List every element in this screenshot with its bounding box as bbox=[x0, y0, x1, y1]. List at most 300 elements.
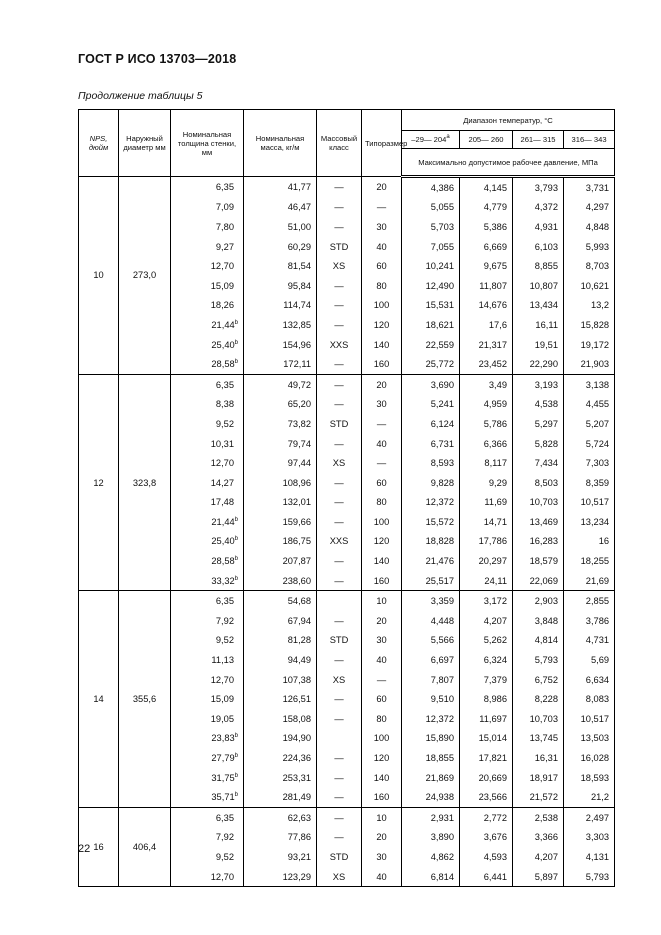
pressure-cell: 5,703 bbox=[402, 217, 460, 237]
pressure-cell: 4,372 bbox=[513, 198, 564, 218]
pressure-cell: 6,324 bbox=[460, 650, 513, 670]
footnote-mark: b bbox=[234, 556, 238, 563]
pressure-cell: 2,903 bbox=[513, 591, 564, 611]
footnote-mark: b bbox=[234, 733, 238, 740]
mass-cell: 238,60 bbox=[244, 571, 317, 591]
pressure-cell: 22,559 bbox=[402, 335, 460, 355]
pressure-cell: 21,2 bbox=[564, 787, 615, 807]
header-mass-class: Массовый класс bbox=[317, 110, 362, 177]
pressure-cell: 24,938 bbox=[402, 787, 460, 807]
wall-thickness-cell bbox=[171, 493, 244, 513]
diameter-cell: 406,4 bbox=[119, 808, 171, 887]
pressure-cell: 8,503 bbox=[513, 473, 564, 493]
size-cell: — bbox=[362, 670, 402, 690]
mass-cell: 224,36 bbox=[244, 748, 317, 768]
pressure-cell: 17,6 bbox=[460, 315, 513, 335]
pressure-cell: 4,131 bbox=[564, 847, 615, 867]
mass-class-cell: — bbox=[317, 395, 362, 415]
mass-cell: 73,82 bbox=[244, 414, 317, 434]
mass-cell: 46,47 bbox=[244, 198, 317, 218]
pressure-cell: 16,283 bbox=[513, 532, 564, 552]
wall-value: 7,92 bbox=[215, 832, 234, 843]
pressure-cell: 6,697 bbox=[402, 650, 460, 670]
wall-thickness-cell bbox=[171, 650, 244, 670]
pressure-cell: 3,676 bbox=[460, 828, 513, 848]
pressure-cell: 2,538 bbox=[513, 808, 564, 828]
mass-cell: 158,08 bbox=[244, 709, 317, 729]
pressure-cell: 5,297 bbox=[513, 414, 564, 434]
wall-value: 33,32 bbox=[211, 575, 235, 586]
mass-cell: 77,86 bbox=[244, 828, 317, 848]
document-title: ГОСТ Р ИСО 13703—2018 bbox=[78, 52, 237, 66]
pressure-cell: 14,71 bbox=[460, 512, 513, 532]
diameter-cell: 355,6 bbox=[119, 591, 171, 808]
pressure-cell: 21,869 bbox=[402, 768, 460, 788]
pressure-cell: 12,372 bbox=[402, 709, 460, 729]
pressure-cell: 21,476 bbox=[402, 551, 460, 571]
footnote-mark: b bbox=[234, 339, 238, 346]
pressure-cell: 7,055 bbox=[402, 237, 460, 257]
mass-class-cell: — bbox=[317, 198, 362, 218]
wall-thickness-cell bbox=[171, 512, 244, 532]
pressure-cell: 15,828 bbox=[564, 315, 615, 335]
pressure-cell: 4,538 bbox=[513, 395, 564, 415]
pressure-cell: 8,703 bbox=[564, 256, 615, 276]
mass-cell: 114,74 bbox=[244, 296, 317, 316]
mass-class-cell: XXS bbox=[317, 532, 362, 552]
mass-class-cell: — bbox=[317, 374, 362, 394]
wall-thickness-cell bbox=[171, 808, 244, 828]
pressure-cell: 14,676 bbox=[460, 296, 513, 316]
wall-value: 6,35 bbox=[215, 596, 234, 607]
wall-thickness-cell bbox=[171, 689, 244, 709]
wall-value: 28,58 bbox=[211, 359, 235, 370]
pressure-cell: 10,621 bbox=[564, 276, 615, 296]
pressure-cell: 18,621 bbox=[402, 315, 460, 335]
size-cell: 20 bbox=[362, 177, 402, 198]
pressure-cell: 5,897 bbox=[513, 867, 564, 887]
pressure-cell: 8,228 bbox=[513, 689, 564, 709]
mass-class-cell: — bbox=[317, 689, 362, 709]
wall-value: 25,40 bbox=[211, 536, 235, 547]
mass-class-cell: — bbox=[317, 276, 362, 296]
wall-value: 18,26 bbox=[210, 300, 234, 311]
pressure-cell: 3,690 bbox=[402, 374, 460, 394]
mass-class-cell: — bbox=[317, 217, 362, 237]
pressure-cell: 5,724 bbox=[564, 434, 615, 454]
pressure-cell: 7,303 bbox=[564, 453, 615, 473]
footnote-mark: b bbox=[234, 575, 238, 582]
wall-thickness-cell bbox=[171, 335, 244, 355]
wall-thickness-cell bbox=[171, 315, 244, 335]
pressure-cell: 21,69 bbox=[564, 571, 615, 591]
mass-class-cell: — bbox=[317, 315, 362, 335]
pressure-cell: 2,931 bbox=[402, 808, 460, 828]
pressure-cell: 11,807 bbox=[460, 276, 513, 296]
mass-cell: 94,49 bbox=[244, 650, 317, 670]
table-caption: Продолжение таблицы 5 bbox=[78, 90, 203, 102]
pressure-cell: 2,855 bbox=[564, 591, 615, 611]
pressure-cell: 8,986 bbox=[460, 689, 513, 709]
pressure-cell: 19,172 bbox=[564, 335, 615, 355]
wall-value: 21,44 bbox=[211, 319, 235, 330]
pressure-cell: 21,317 bbox=[460, 335, 513, 355]
wall-value: 17,48 bbox=[210, 497, 234, 508]
wall-value: 12,70 bbox=[210, 261, 234, 272]
size-cell: — bbox=[362, 453, 402, 473]
pressure-cell: 3,731 bbox=[564, 177, 615, 198]
size-cell: 60 bbox=[362, 689, 402, 709]
pressure-cell: 15,014 bbox=[460, 729, 513, 749]
wall-value: 15,09 bbox=[210, 280, 234, 291]
diameter-cell: 273,0 bbox=[119, 177, 171, 375]
temp-col-label: –29— 204 bbox=[411, 135, 447, 144]
mass-class-cell: — bbox=[317, 748, 362, 768]
wall-value: 12,70 bbox=[210, 458, 234, 469]
pressure-cell: 9,510 bbox=[402, 689, 460, 709]
wall-thickness-cell bbox=[171, 256, 244, 276]
pressure-cell: 4,145 bbox=[460, 177, 513, 198]
mass-cell: 81,54 bbox=[244, 256, 317, 276]
mass-class-cell bbox=[317, 729, 362, 749]
mass-cell: 107,38 bbox=[244, 670, 317, 690]
mass-class-cell: — bbox=[317, 493, 362, 513]
pressure-cell: 3,366 bbox=[513, 828, 564, 848]
pressure-cell: 20,669 bbox=[460, 768, 513, 788]
table-row bbox=[79, 591, 615, 611]
pressure-cell: 4,848 bbox=[564, 217, 615, 237]
mass-cell: 97,44 bbox=[244, 453, 317, 473]
pressure-cell: 12,490 bbox=[402, 276, 460, 296]
pressure-cell: 9,675 bbox=[460, 256, 513, 276]
pressure-cell: 8,593 bbox=[402, 453, 460, 473]
pressure-cell: 10,807 bbox=[513, 276, 564, 296]
header-pressure: Максимально допустимое рабочее давление, МПа bbox=[402, 149, 615, 177]
pressure-cell: 4,455 bbox=[564, 395, 615, 415]
pressure-cell: 4,448 bbox=[402, 611, 460, 631]
pressure-cell: 5,786 bbox=[460, 414, 513, 434]
mass-cell: 67,94 bbox=[244, 611, 317, 631]
size-cell: 160 bbox=[362, 787, 402, 807]
table-row bbox=[79, 177, 615, 198]
mass-cell: 79,74 bbox=[244, 434, 317, 454]
wall-value: 6,35 bbox=[215, 182, 234, 193]
pressure-cell: 12,372 bbox=[402, 493, 460, 513]
size-cell: 30 bbox=[362, 395, 402, 415]
footnote-mark: b bbox=[234, 319, 238, 326]
wall-value: 27,79 bbox=[211, 753, 235, 764]
size-cell: 30 bbox=[362, 631, 402, 651]
wall-value: 21,44 bbox=[211, 516, 235, 527]
wall-thickness-cell bbox=[171, 591, 244, 611]
mass-class-cell: — bbox=[317, 551, 362, 571]
mass-class-cell: — bbox=[317, 808, 362, 828]
header-temp-col-3: 261— 315 bbox=[513, 131, 564, 149]
pressure-cell: 16,028 bbox=[564, 748, 615, 768]
wall-thickness-cell bbox=[171, 631, 244, 651]
wall-thickness-cell bbox=[171, 571, 244, 591]
pressure-cell: 3,359 bbox=[402, 591, 460, 611]
size-cell: — bbox=[362, 414, 402, 434]
mass-cell: 123,29 bbox=[244, 867, 317, 887]
wall-value: 15,09 bbox=[210, 694, 234, 705]
wall-value: 35,71 bbox=[211, 792, 235, 803]
pressure-cell: 7,379 bbox=[460, 670, 513, 690]
pressure-cell: 22,069 bbox=[513, 571, 564, 591]
mass-class-cell: STD bbox=[317, 237, 362, 257]
footnote-mark: b bbox=[234, 753, 238, 760]
pressure-cell: 4,959 bbox=[460, 395, 513, 415]
footnote-mark: b bbox=[234, 772, 238, 779]
nps-cell: 10 bbox=[79, 177, 119, 375]
size-cell: 100 bbox=[362, 729, 402, 749]
size-cell: 40 bbox=[362, 237, 402, 257]
pressure-cell: 7,807 bbox=[402, 670, 460, 690]
size-cell: 30 bbox=[362, 847, 402, 867]
pressure-cell: 17,786 bbox=[460, 532, 513, 552]
mass-class-cell bbox=[317, 591, 362, 611]
pressure-cell: 13,234 bbox=[564, 512, 615, 532]
pressure-cell: 16,11 bbox=[513, 315, 564, 335]
wall-value: 7,80 bbox=[215, 221, 234, 232]
pressure-cell: 15,890 bbox=[402, 729, 460, 749]
pressure-cell: 24,11 bbox=[460, 571, 513, 591]
pressure-cell: 3,303 bbox=[564, 828, 615, 848]
pressure-cell: 21,572 bbox=[513, 787, 564, 807]
wall-thickness-cell bbox=[171, 847, 244, 867]
pressure-cell: 8,359 bbox=[564, 473, 615, 493]
wall-thickness-cell bbox=[171, 395, 244, 415]
pressure-cell: 6,103 bbox=[513, 237, 564, 257]
mass-class-cell: — bbox=[317, 709, 362, 729]
mass-cell: 54,68 bbox=[244, 591, 317, 611]
pressure-cell: 19,51 bbox=[513, 335, 564, 355]
size-cell: 120 bbox=[362, 315, 402, 335]
pressure-cell: 18,255 bbox=[564, 551, 615, 571]
pressure-cell: 3,49 bbox=[460, 374, 513, 394]
pressure-cell: 21,903 bbox=[564, 354, 615, 374]
mass-class-cell: STD bbox=[317, 414, 362, 434]
table-row bbox=[79, 374, 615, 394]
pressure-cell: 18,579 bbox=[513, 551, 564, 571]
mass-class-cell: — bbox=[317, 571, 362, 591]
wall-thickness-cell bbox=[171, 453, 244, 473]
pressure-cell: 3,193 bbox=[513, 374, 564, 394]
wall-thickness-cell bbox=[171, 434, 244, 454]
mass-class-cell: XS bbox=[317, 867, 362, 887]
pressure-cell: 10,241 bbox=[402, 256, 460, 276]
pressure-cell: 6,752 bbox=[513, 670, 564, 690]
header-nps: NPS, дюйм bbox=[79, 110, 119, 177]
wall-thickness-cell bbox=[171, 709, 244, 729]
size-cell: 10 bbox=[362, 808, 402, 828]
mass-class-cell: — bbox=[317, 512, 362, 532]
wall-thickness-cell bbox=[171, 787, 244, 807]
wall-value: 7,92 bbox=[215, 615, 234, 626]
mass-cell: 65,20 bbox=[244, 395, 317, 415]
pressure-cell: 20,297 bbox=[460, 551, 513, 571]
pressure-cell: 4,931 bbox=[513, 217, 564, 237]
mass-cell: 108,96 bbox=[244, 473, 317, 493]
pressure-cell: 8,855 bbox=[513, 256, 564, 276]
pressure-cell: 16 bbox=[564, 532, 615, 552]
table-body bbox=[79, 177, 615, 887]
mass-class-cell: — bbox=[317, 768, 362, 788]
size-cell: 140 bbox=[362, 551, 402, 571]
nps-cell: 14 bbox=[79, 591, 119, 808]
footnote-mark: b bbox=[234, 536, 238, 543]
mass-cell: 93,21 bbox=[244, 847, 317, 867]
mass-class-cell: XS bbox=[317, 256, 362, 276]
pressure-cell: 4,814 bbox=[513, 631, 564, 651]
mass-class-cell: — bbox=[317, 611, 362, 631]
header-temp-col-2: 205— 260 bbox=[460, 131, 513, 149]
header-size: Типоразмер bbox=[362, 110, 402, 177]
wall-thickness-cell bbox=[171, 729, 244, 749]
size-cell: 120 bbox=[362, 532, 402, 552]
mass-cell: 49,72 bbox=[244, 374, 317, 394]
size-cell: 10 bbox=[362, 591, 402, 611]
pressure-cell: 18,855 bbox=[402, 748, 460, 768]
pressure-cell: 5,793 bbox=[564, 867, 615, 887]
pressure-cell: 6,669 bbox=[460, 237, 513, 257]
wall-value: 31,75 bbox=[211, 772, 235, 783]
pressure-cell: 8,117 bbox=[460, 453, 513, 473]
pressure-cell: 11,697 bbox=[460, 709, 513, 729]
pressure-cell: 18,593 bbox=[564, 768, 615, 788]
mass-class-cell: — bbox=[317, 473, 362, 493]
wall-thickness-cell bbox=[171, 768, 244, 788]
mass-class-cell: — bbox=[317, 354, 362, 374]
pressure-cell: 4,386 bbox=[402, 177, 460, 198]
nps-cell: 16 bbox=[79, 808, 119, 887]
footnote-mark: b bbox=[234, 516, 238, 523]
wall-value: 12,70 bbox=[210, 871, 234, 882]
pressure-cell: 17,821 bbox=[460, 748, 513, 768]
mass-cell: 95,84 bbox=[244, 276, 317, 296]
size-cell: 80 bbox=[362, 276, 402, 296]
pressure-cell: 22,290 bbox=[513, 354, 564, 374]
wall-thickness-cell bbox=[171, 473, 244, 493]
header-temp-range: Диапазон температур, °С bbox=[402, 110, 615, 131]
header-outer-diameter: Наружный диаметр мм bbox=[119, 110, 171, 177]
mass-cell: 159,66 bbox=[244, 512, 317, 532]
pressure-cell: 3,786 bbox=[564, 611, 615, 631]
wall-thickness-cell bbox=[171, 748, 244, 768]
mass-class-cell: STD bbox=[317, 631, 362, 651]
size-cell: 60 bbox=[362, 473, 402, 493]
wall-thickness-cell bbox=[171, 414, 244, 434]
pressure-cell: 11,69 bbox=[460, 493, 513, 513]
wall-value: 9,52 bbox=[215, 635, 234, 646]
size-cell: 80 bbox=[362, 709, 402, 729]
pressure-cell: 5,241 bbox=[402, 395, 460, 415]
pressure-cell: 5,207 bbox=[564, 414, 615, 434]
mass-cell: 194,90 bbox=[244, 729, 317, 749]
pressure-cell: 9,828 bbox=[402, 473, 460, 493]
pressure-cell: 2,497 bbox=[564, 808, 615, 828]
size-cell: 160 bbox=[362, 354, 402, 374]
size-cell: 160 bbox=[362, 571, 402, 591]
pressure-cell: 10,517 bbox=[564, 709, 615, 729]
mass-cell: 281,49 bbox=[244, 787, 317, 807]
mass-class-cell: XS bbox=[317, 670, 362, 690]
pressure-cell: 4,779 bbox=[460, 198, 513, 218]
pressure-cell: 6,441 bbox=[460, 867, 513, 887]
header-temp-col-1 bbox=[402, 131, 460, 149]
wall-thickness-cell bbox=[171, 867, 244, 887]
pressure-cell: 10,703 bbox=[513, 493, 564, 513]
pressure-cell: 13,434 bbox=[513, 296, 564, 316]
wall-value: 28,58 bbox=[211, 556, 235, 567]
footnote-mark: a bbox=[446, 134, 450, 140]
footnote-mark: b bbox=[234, 359, 238, 366]
size-cell: 60 bbox=[362, 256, 402, 276]
mass-cell: 51,00 bbox=[244, 217, 317, 237]
pressure-cell: 15,572 bbox=[402, 512, 460, 532]
pressure-cell: 5,055 bbox=[402, 198, 460, 218]
size-cell: 80 bbox=[362, 493, 402, 513]
wall-value: 6,35 bbox=[215, 812, 234, 823]
mass-class-cell: XS bbox=[317, 453, 362, 473]
pressure-cell: 13,469 bbox=[513, 512, 564, 532]
pressure-cell: 15,531 bbox=[402, 296, 460, 316]
pressure-cell: 7,434 bbox=[513, 453, 564, 473]
pressure-cell: 5,262 bbox=[460, 631, 513, 651]
wall-value: 9,52 bbox=[215, 418, 234, 429]
pressure-cell: 5,828 bbox=[513, 434, 564, 454]
pressure-cell: 4,862 bbox=[402, 847, 460, 867]
size-cell: 40 bbox=[362, 434, 402, 454]
size-cell: 40 bbox=[362, 867, 402, 887]
mass-cell: 207,87 bbox=[244, 551, 317, 571]
wall-thickness-cell bbox=[171, 276, 244, 296]
mass-cell: 172,11 bbox=[244, 354, 317, 374]
wall-thickness-cell bbox=[171, 296, 244, 316]
wall-value: 12,70 bbox=[210, 674, 234, 685]
wall-value: 9,27 bbox=[215, 241, 234, 252]
pressure-cell: 5,69 bbox=[564, 650, 615, 670]
pressure-cell: 4,297 bbox=[564, 198, 615, 218]
pressure-cell: 3,793 bbox=[513, 177, 564, 198]
wall-value: 7,09 bbox=[215, 202, 234, 213]
mass-class-cell: XXS bbox=[317, 335, 362, 355]
pressure-cell: 25,772 bbox=[402, 354, 460, 374]
pressure-cell: 3,890 bbox=[402, 828, 460, 848]
pressure-cell: 25,517 bbox=[402, 571, 460, 591]
size-cell: 140 bbox=[362, 335, 402, 355]
pressure-cell: 18,917 bbox=[513, 768, 564, 788]
wall-value: 8,38 bbox=[215, 399, 234, 410]
pressure-cell: 23,452 bbox=[460, 354, 513, 374]
wall-value: 19,05 bbox=[210, 713, 234, 724]
page-number: 22 bbox=[78, 843, 91, 855]
pressure-cell: 6,814 bbox=[402, 867, 460, 887]
size-cell: 20 bbox=[362, 611, 402, 631]
mass-class-cell: — bbox=[317, 787, 362, 807]
size-cell: 20 bbox=[362, 828, 402, 848]
pressure-cell: 6,731 bbox=[402, 434, 460, 454]
wall-value: 6,35 bbox=[215, 379, 234, 390]
pressure-cell: 9,29 bbox=[460, 473, 513, 493]
wall-thickness-cell bbox=[171, 611, 244, 631]
mass-cell: 41,77 bbox=[244, 177, 317, 198]
pressure-cell: 10,703 bbox=[513, 709, 564, 729]
pressure-cell: 5,793 bbox=[513, 650, 564, 670]
pressure-cell: 13,503 bbox=[564, 729, 615, 749]
pressure-cell: 6,366 bbox=[460, 434, 513, 454]
wall-thickness-cell bbox=[171, 237, 244, 257]
